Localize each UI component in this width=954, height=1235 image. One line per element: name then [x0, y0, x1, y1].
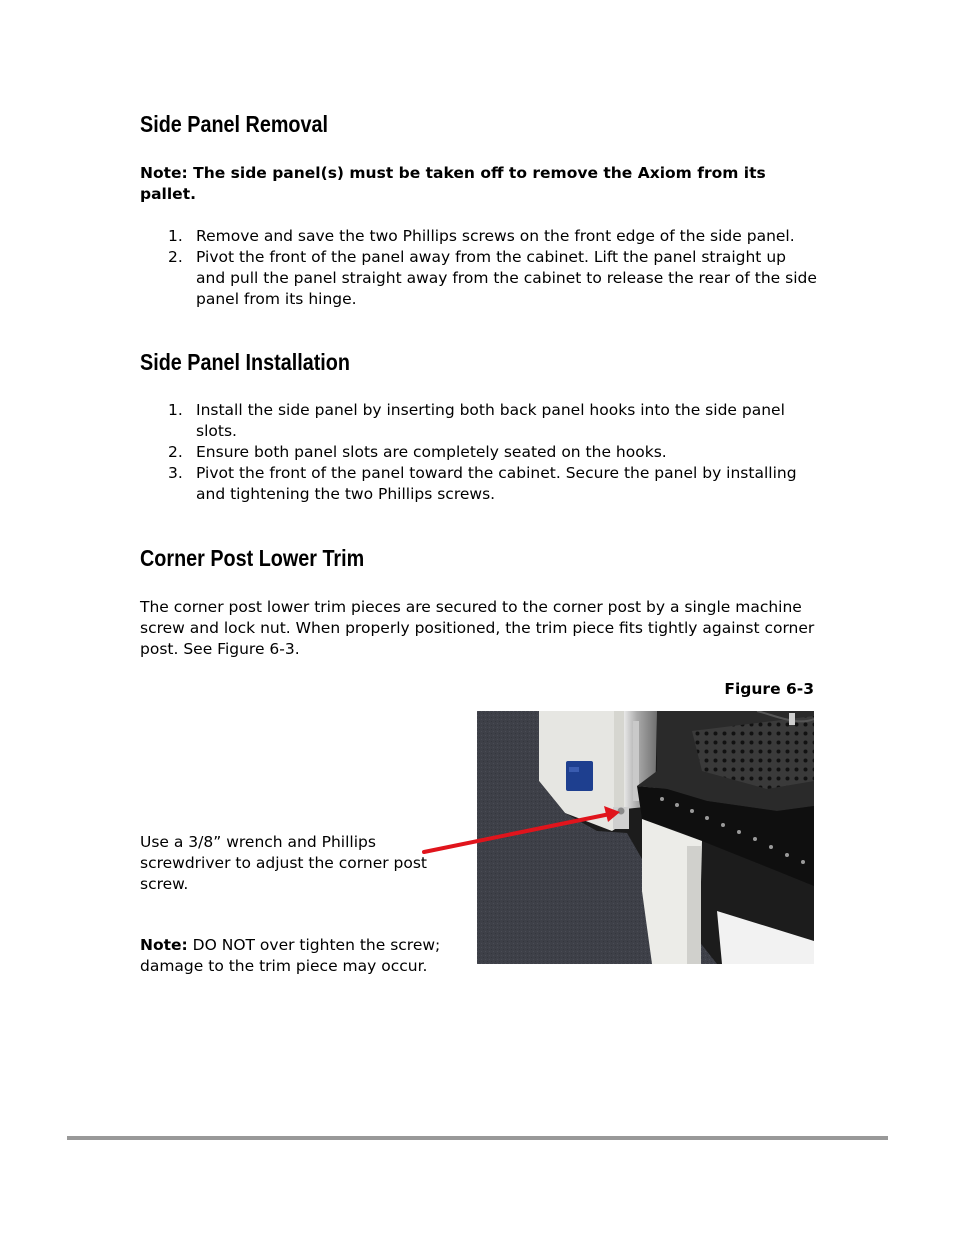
step-text: Install the side panel by inserting both back panel hooks into the side panel slots.: [196, 401, 785, 440]
red-arrow-icon: [420, 800, 630, 860]
step-text: Pivot the front of the panel away from the cabinet. Lift the panel straight up and pull the panel straight away from the cabinet to release the rear of the side panel from its hinge.: [196, 248, 817, 308]
heading-side-panel-installation: Side Panel Installation: [140, 349, 350, 375]
step-text: Remove and save the two Phillips screws on the front edge of the side panel.: [196, 227, 795, 245]
step-text: Ensure both panel slots are completely seated on the hooks.: [196, 443, 667, 461]
removal-steps: [140, 226, 820, 310]
list-item: [140, 226, 820, 247]
list-item: [140, 463, 820, 505]
step-number: 2.: [168, 248, 183, 266]
list-item: [140, 247, 820, 310]
trim-paragraph: The corner post lower trim pieces are secured to the corner post by a single machine screw and lock nut. When properly positioned, the trim piece fits tightly against corner post. See Figure 6-3.: [140, 598, 815, 658]
step-text: Pivot the front of the panel toward the cabinet. Secure the panel by installing and tightening the two Phillips screws.: [196, 464, 797, 503]
step-number: 1.: [168, 401, 183, 419]
warning-text: DO NOT over tighten the screw; damage to the trim piece may occur.: [140, 936, 441, 975]
heading-side-panel-removal: Side Panel Removal: [140, 111, 328, 137]
warning-label: Note:: [140, 936, 188, 954]
installation-steps: [140, 400, 820, 505]
removal-note: Note: The side panel(s) must be taken off to remove the Axiom from its pallet.: [140, 164, 766, 203]
step-number: 3.: [168, 464, 183, 482]
warning-note: [140, 935, 450, 977]
footer-divider: [67, 1136, 888, 1140]
figure-callout-text: Use a 3/8” wrench and Phillips screwdriver to adjust the corner post screw.: [140, 833, 428, 893]
list-item: [140, 400, 820, 442]
step-number: 2.: [168, 443, 183, 461]
figure-label: Figure 6-3: [724, 680, 814, 698]
step-number: 1.: [168, 227, 183, 245]
heading-corner-post-lower-trim: Corner Post Lower Trim: [140, 545, 365, 571]
list-item: [140, 442, 820, 463]
